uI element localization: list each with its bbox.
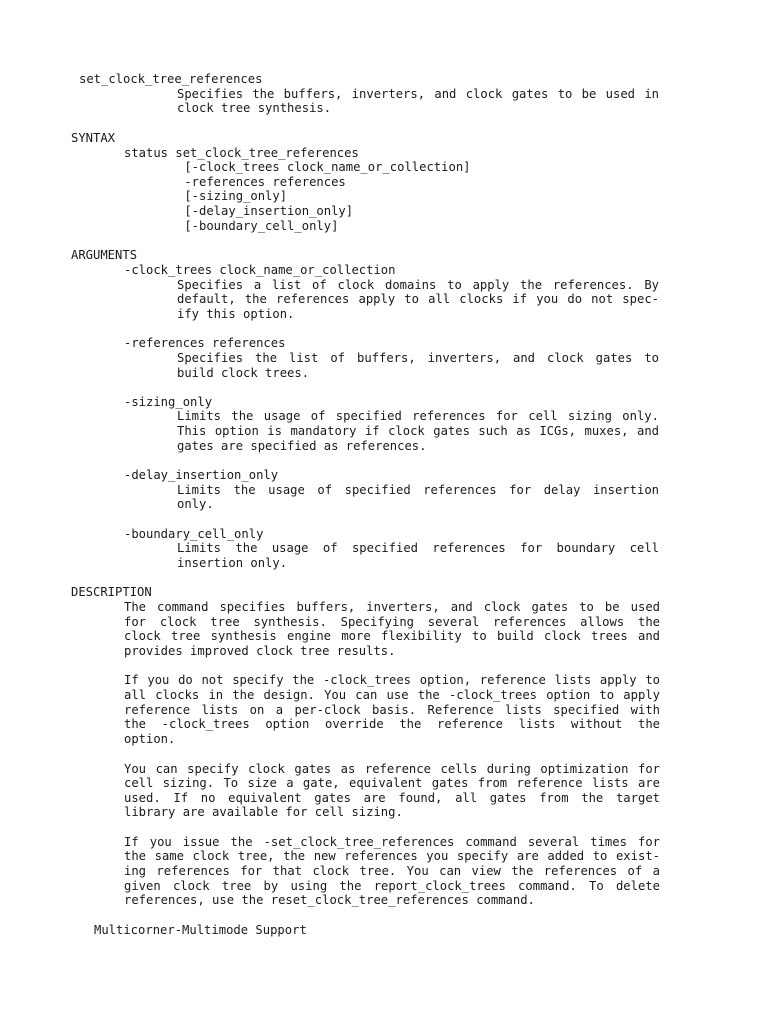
argument-desc-line: This option is mandatory if clock gates such as ICGs, muxes, and: [177, 424, 659, 438]
argument-name: -sizing_only: [124, 395, 213, 409]
command-summary-line: clock tree synthesis.: [177, 101, 332, 115]
syntax-line: [-boundary_cell_only]: [177, 219, 339, 233]
description-line: ing references for that clock tree. You can view the references of a: [124, 864, 660, 878]
description-line: provides improved clock tree results.: [124, 644, 396, 658]
description-line: given clock tree by using the report_clock_trees command. To delete: [124, 879, 660, 893]
description-line: cell sizing. To size a gate, equivalent gates from reference lists are: [124, 776, 660, 790]
description-line: reference lists on a per-clock basis. Reference lists specified with: [124, 703, 660, 717]
syntax-line: [-clock_trees clock_name_or_collection]: [177, 160, 471, 174]
syntax-line: status set_clock_tree_references: [124, 146, 359, 160]
description-line: references, use the reset_clock_tree_references command.: [124, 893, 535, 907]
command-summary-line: Specifies the buffers, inverters, and clock gates to be used in: [177, 87, 659, 101]
description-line: for clock tree synthesis. Specifying several references allows the: [124, 615, 660, 629]
command-name: set_clock_tree_references: [79, 72, 263, 86]
syntax-line: [-sizing_only]: [177, 189, 288, 203]
argument-desc-line: build clock trees.: [177, 366, 310, 380]
description-line: option.: [124, 732, 176, 746]
description-heading: DESCRIPTION: [71, 585, 152, 599]
arguments-heading: ARGUMENTS: [71, 248, 138, 262]
argument-desc-line: default, the references apply to all clocks if you do not spec-: [177, 292, 659, 306]
argument-name: -delay_insertion_only: [124, 468, 279, 482]
description-line: the -clock_trees option override the reference lists without the: [124, 717, 660, 731]
syntax-line: [-delay_insertion_only]: [177, 204, 354, 218]
syntax-line: -references references: [177, 175, 346, 189]
description-line: The command specifies buffers, inverters, and clock gates to be used: [124, 600, 660, 614]
description-line: clock tree synthesis engine more flexibility to build clock trees and: [124, 629, 660, 643]
section-heading-mcmm: Multicorner-Multimode Support: [94, 923, 307, 937]
argument-desc-line: only.: [177, 497, 214, 511]
argument-desc-line: insertion only.: [177, 556, 288, 570]
description-line: If you do not specify the -clock_trees option, reference lists apply to: [124, 673, 660, 687]
argument-desc-line: Limits the usage of specified references for boundary cell: [177, 541, 659, 555]
description-line: the same clock tree, the new references you specify are added to exist-: [124, 849, 660, 863]
description-line: You can specify clock gates as reference cells during optimization for: [124, 762, 660, 776]
argument-desc-line: Specifies a list of clock domains to apply the references. By: [177, 278, 659, 292]
description-line: library are available for cell sizing.: [124, 805, 403, 819]
description-line: all clocks in the design. You can use the -clock_trees option to apply: [124, 688, 660, 702]
argument-desc-line: Limits the usage of specified references for delay insertion: [177, 483, 659, 497]
syntax-heading: SYNTAX: [71, 131, 116, 145]
description-line: used. If no equivalent gates are found, all gates from the target: [124, 791, 660, 805]
argument-desc-line: ify this option.: [177, 307, 295, 321]
description-line: If you issue the -set_clock_tree_references command several times for: [124, 835, 660, 849]
argument-desc-line: Specifies the list of buffers, inverters, and clock gates to: [177, 351, 659, 365]
argument-desc-line: Limits the usage of specified references for cell sizing only.: [177, 409, 659, 423]
argument-desc-line: gates are specified as references.: [177, 439, 427, 453]
argument-name: -boundary_cell_only: [124, 527, 264, 541]
argument-name: -references references: [124, 336, 286, 350]
argument-name: -clock_trees clock_name_or_collection: [124, 263, 396, 277]
